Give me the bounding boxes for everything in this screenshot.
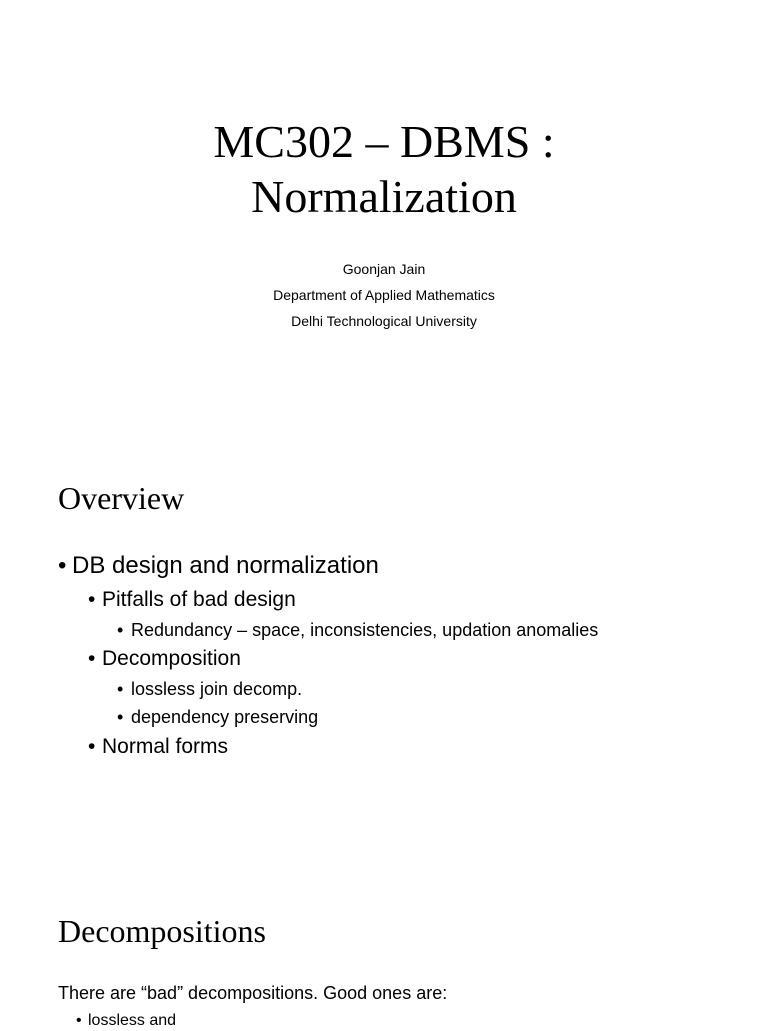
decompositions-slide	[0, 868, 768, 1029]
bullet-icon: •	[117, 707, 124, 727]
list-item-text: DB design and normalization	[72, 552, 379, 579]
list-item	[117, 678, 303, 700]
overview-heading: Overview	[58, 480, 185, 516]
bullet-icon: •	[88, 588, 96, 611]
bullet-icon: •	[58, 552, 67, 579]
bullet-icon: •	[117, 679, 124, 699]
list-item-text: Pitfalls of bad design	[102, 588, 296, 611]
list-item-text: lossless join decomp.	[131, 679, 303, 699]
author-name: Goonjan Jain	[342, 261, 426, 277]
list-item-text: Decomposition	[102, 647, 241, 670]
decompositions-intro: There are “bad” decompositions. Good ones are:	[58, 983, 448, 1003]
bullet-icon: •	[76, 1012, 82, 1029]
presentation-title	[0, 114, 768, 224]
list-item-text: dependency preserving	[131, 707, 319, 727]
list-item	[88, 587, 296, 613]
bullet-icon: •	[117, 620, 124, 640]
title-line-2: Normalization	[251, 171, 517, 222]
author-department: Department of Applied Mathematics	[273, 287, 495, 303]
title-slide	[0, 0, 768, 434]
title-line-1: MC302 – DBMS :	[213, 116, 555, 167]
list-item-text: lossless and	[88, 1012, 177, 1029]
list-item-text: Normal forms	[102, 735, 229, 758]
author-block	[0, 256, 768, 334]
bullet-icon: •	[88, 735, 96, 758]
list-item	[58, 551, 379, 581]
list-item	[117, 619, 599, 641]
list-item	[76, 1011, 177, 1031]
bullet-icon: •	[88, 647, 96, 670]
overview-slide	[0, 434, 768, 868]
author-university: Delhi Technological University	[291, 313, 477, 329]
list-item	[88, 646, 241, 672]
decompositions-heading: Decompositions	[58, 913, 266, 949]
list-item	[88, 734, 229, 760]
list-item	[117, 706, 319, 728]
list-item-text: Redundancy – space, inconsistencies, updation anomalies	[131, 620, 599, 640]
